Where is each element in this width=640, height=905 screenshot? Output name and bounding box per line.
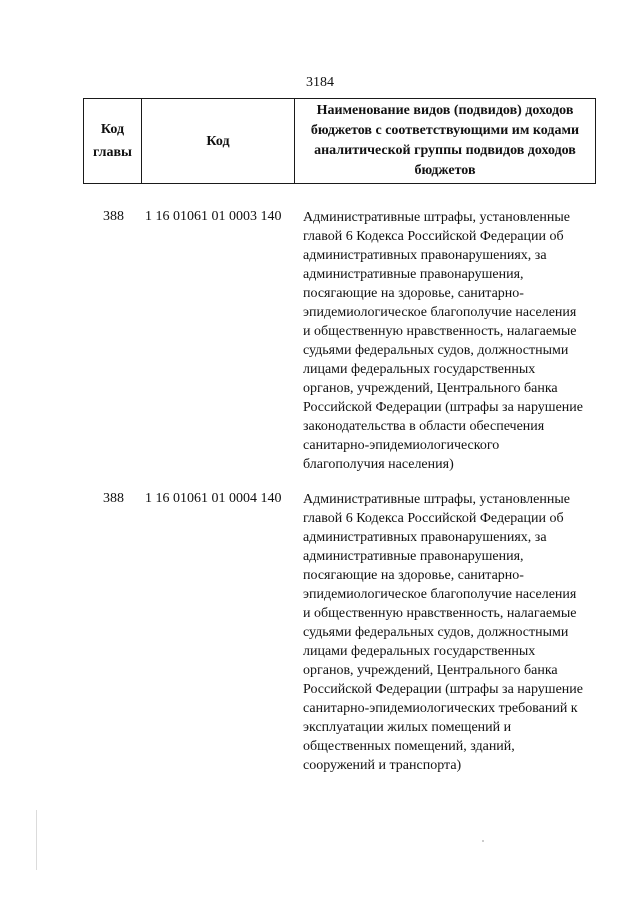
description-line: главой 6 Кодекса Российской Федерации об — [303, 229, 564, 244]
scan-artifact-dot — [482, 840, 484, 842]
table-body — [0, 208, 640, 791]
description-line: и общественную нравственность, налагаемые — [303, 324, 577, 339]
description-line: Российской Федерации (штрафы за нарушение — [303, 682, 583, 697]
description-line: Российской Федерации (штрафы за нарушение — [303, 400, 583, 415]
description-line: лицами федеральных государственных — [303, 362, 536, 377]
description-line: санитарно-эпидемиологического — [303, 438, 500, 453]
description-line: административные правонарушения, — [303, 549, 524, 564]
header-description — [295, 99, 595, 183]
description-line: посягающие на здоровье, санитарно- — [303, 568, 524, 583]
code-cell: 1 16 01061 01 0003 140 — [145, 209, 282, 224]
scan-artifact-line — [36, 810, 37, 870]
description-cell — [303, 490, 597, 775]
code-cell: 1 16 01061 01 0004 140 — [145, 491, 282, 506]
page-number: 3184 — [306, 75, 334, 90]
header-chapter-code-line-1: Код — [100, 122, 125, 137]
header-description-line-4: бюджетов — [414, 163, 476, 178]
header-code: Код — [142, 99, 295, 183]
description-line: и общественную нравственность, налагаемые — [303, 606, 577, 621]
description-line: эпидемиологическое благополучие населения — [303, 305, 577, 320]
description-line: Административные штрафы, установленные — [303, 492, 570, 507]
chapter-code-cell: 388 — [103, 209, 124, 224]
table-row — [0, 490, 640, 775]
description-line: Административные штрафы, установленные — [303, 210, 570, 225]
header-description-line-3: аналитической группы подвидов доходов — [314, 143, 576, 158]
description-line: лицами федеральных государственных — [303, 644, 536, 659]
chapter-code-cell: 388 — [103, 491, 124, 506]
description-line: органов, учреждений, Центрального банка — [303, 381, 558, 396]
header-chapter-code — [84, 99, 142, 183]
description-line: административных правонарушениях, за — [303, 248, 547, 263]
description-line: административных правонарушениях, за — [303, 530, 547, 545]
table-row — [0, 208, 640, 474]
description-line: органов, учреждений, Центрального банка — [303, 663, 558, 678]
description-line: благополучия населения) — [303, 457, 454, 472]
description-line: сооружений и транспорта) — [303, 758, 462, 773]
header-chapter-code-line-2: главы — [93, 145, 132, 160]
description-line: эксплуатации жилых помещений и — [303, 720, 512, 735]
description-line: общественных помещений, зданий, — [303, 739, 515, 754]
description-cell — [303, 208, 597, 474]
description-line: эпидемиологическое благополучие населения — [303, 587, 577, 602]
description-line: главой 6 Кодекса Российской Федерации об — [303, 511, 564, 526]
description-line: судьями федеральных судов, должностными — [303, 625, 569, 640]
header-description-line-2: бюджетов с соответствующими им кодами — [310, 123, 580, 138]
table-header — [83, 98, 596, 184]
header-description-line-1: Наименование видов (подвидов) доходов — [316, 103, 574, 118]
description-line: законодательства в области обеспечения — [303, 419, 545, 434]
description-line: посягающие на здоровье, санитарно- — [303, 286, 524, 301]
description-line: санитарно-эпидемиологических требований к — [303, 701, 578, 716]
description-line: административные правонарушения, — [303, 267, 524, 282]
description-line: судьями федеральных судов, должностными — [303, 343, 569, 358]
